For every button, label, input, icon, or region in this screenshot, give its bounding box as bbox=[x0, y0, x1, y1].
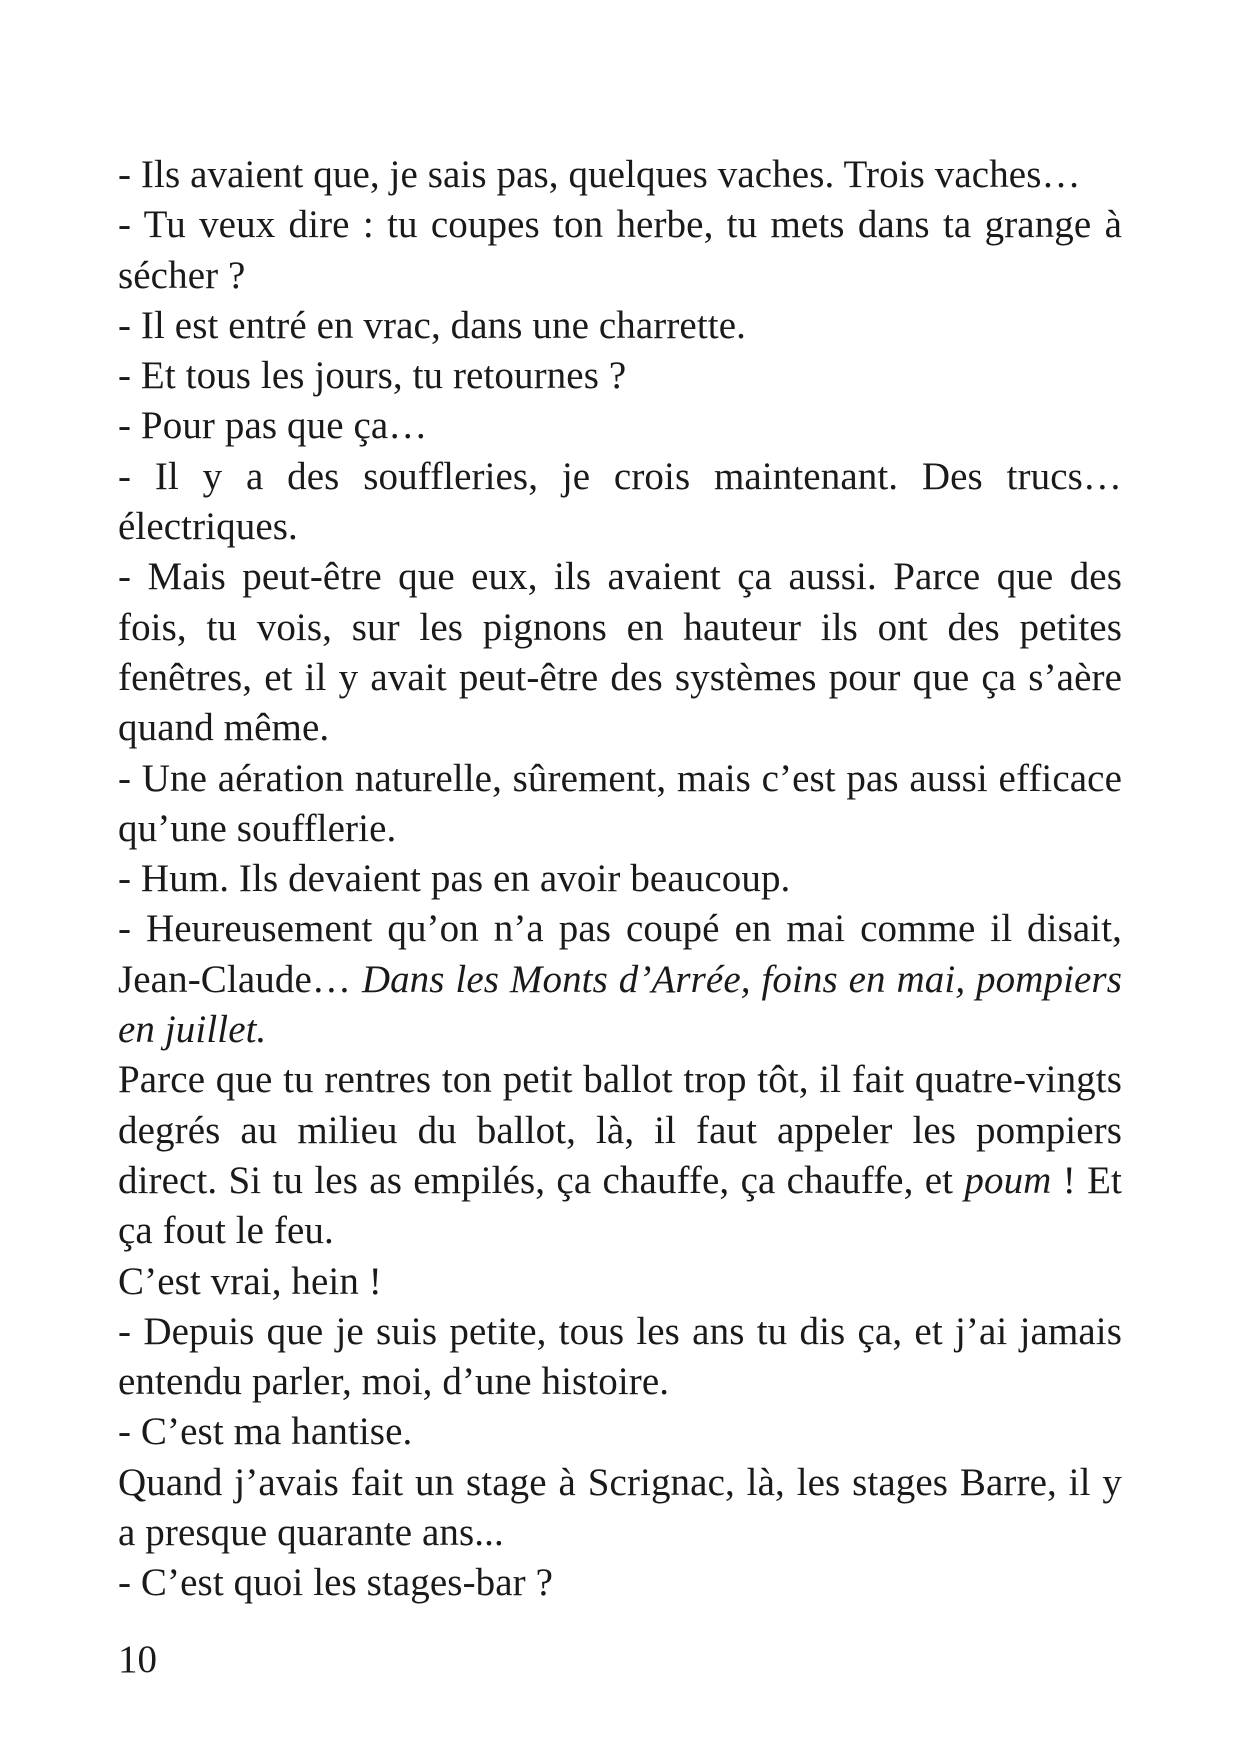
text-segment: - Mais peut-être que eux, ils avaient ça aussi. Parce que des fois, tu vois, sur les pignons en hauteur ils ont des petites fenêtres, et il y avait peut-être des systèmes pour que ça s’aère quand même. bbox=[118, 555, 1122, 750]
paragraph-13 bbox=[118, 1307, 1122, 1408]
text-segment: - Et tous les jours, tu retournes ? bbox=[118, 354, 627, 398]
text-segment: C’est vrai, hein ! bbox=[118, 1259, 382, 1303]
text-segment: - C’est ma hantise. bbox=[118, 1410, 413, 1454]
text-segment: - Heureusement qu’on n’a pas coupé en mai comme il disait, Jean-Claude… bbox=[118, 907, 1122, 1001]
paragraph-16 bbox=[118, 1558, 1122, 1608]
page-number: 10 bbox=[118, 1638, 157, 1681]
paragraph-12 bbox=[118, 1257, 1122, 1307]
text-segment: - Ils avaient que, je sais pas, quelques vaches. Trois vaches… bbox=[118, 153, 1081, 196]
text-segment: ! Et ça fout le feu. bbox=[118, 1158, 1122, 1253]
text-segment: - Depuis que je suis petite, tous les ans tu dis ça, et j’ai jamais entendu parler, moi, d’une histoire. bbox=[118, 1309, 1122, 1404]
text-segment: - Pour pas que ça… bbox=[118, 404, 428, 448]
text-segment: - Tu veux dire : tu coupes ton herbe, tu mets dans ta grange à sécher ? bbox=[118, 203, 1122, 297]
italic-quote: Dans les Monts d’Arrée, foins en mai, pompiers en juillet. bbox=[118, 957, 1122, 1052]
paragraph-1 bbox=[118, 150, 1122, 200]
text-segment: - Une aération naturelle, sûrement, mais c’est pas aussi efficace qu’une soufflerie. bbox=[118, 756, 1122, 850]
paragraph-15 bbox=[118, 1458, 1122, 1559]
paragraph-10 bbox=[118, 904, 1122, 1055]
text-segment: - Il y a des souffleries, je crois maintenant. Des trucs… électriques. bbox=[118, 454, 1122, 549]
paragraph-2 bbox=[118, 200, 1122, 301]
paragraph-7 bbox=[118, 552, 1122, 753]
text-segment: - Hum. Ils devaient pas en avoir beaucoup. bbox=[118, 857, 791, 901]
paragraph-4 bbox=[118, 351, 1122, 401]
body-text bbox=[118, 150, 1122, 1609]
paragraph-5 bbox=[118, 401, 1122, 451]
paragraph-8 bbox=[118, 754, 1122, 855]
text-segment: - C’est quoi les stages-bar ? bbox=[118, 1561, 554, 1605]
paragraph-3 bbox=[118, 301, 1122, 351]
paragraph-6 bbox=[118, 452, 1122, 553]
text-segment: Parce que tu rentres ton petit ballot trop tôt, il fait quatre-vingts degrés au milieu du ballot, là, il faut appeler les pompiers direct. Si tu les as empilés, ça chauffe, ça chauffe, et bbox=[118, 1058, 1122, 1202]
paragraph-9 bbox=[118, 854, 1122, 904]
italic-word: poum bbox=[964, 1158, 1052, 1202]
text-segment: - Il est entré en vrac, dans une charrette. bbox=[118, 303, 746, 347]
text-segment: Quand j’avais fait un stage à Scrignac, là, les stages Barre, il y a presque quarante ans... bbox=[118, 1460, 1122, 1555]
paragraph-14 bbox=[118, 1407, 1122, 1457]
paragraph-11 bbox=[118, 1055, 1122, 1256]
